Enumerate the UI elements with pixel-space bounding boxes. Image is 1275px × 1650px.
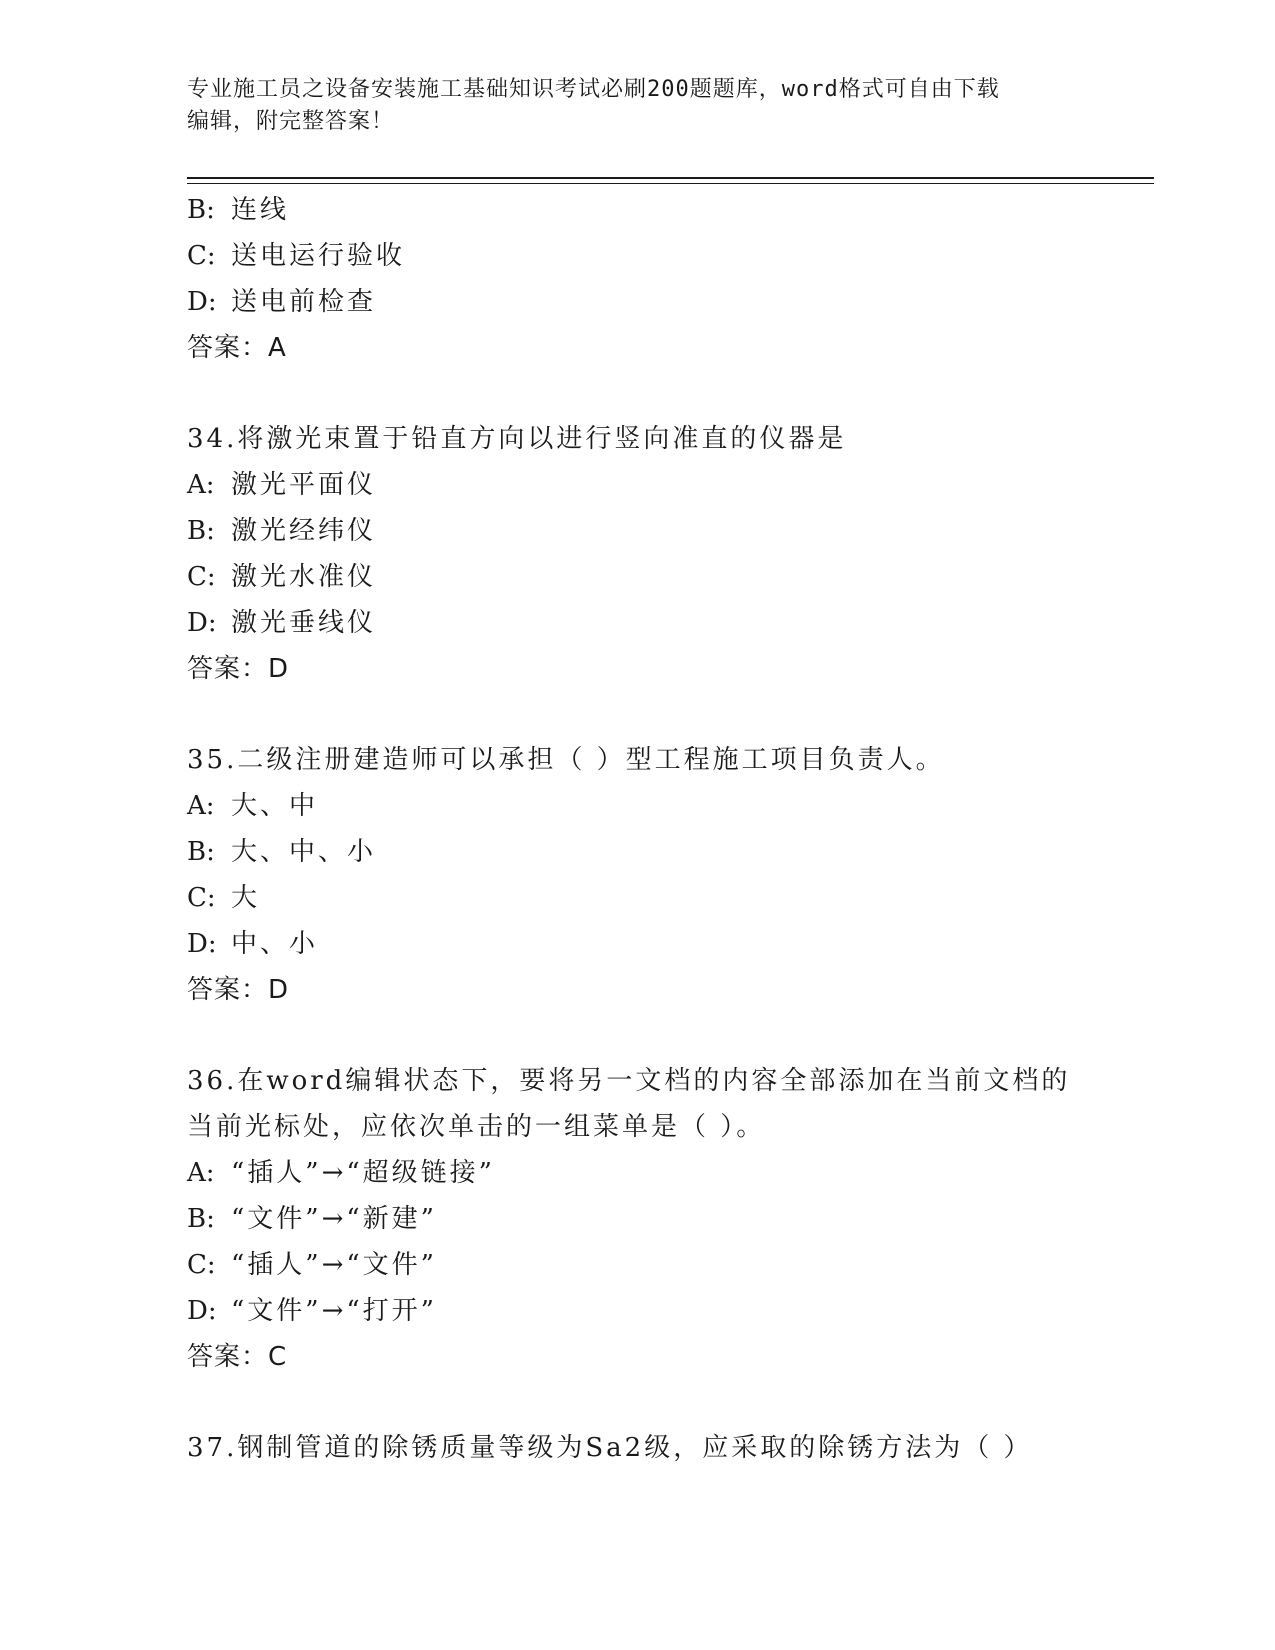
option-letter: C: — [187, 883, 216, 913]
option-text: 激光垂线仪 — [231, 608, 377, 638]
option-b — [187, 508, 1147, 554]
question-stem: 35.二级注册建造师可以承担（ ）型工程施工项目负责人。 — [187, 745, 945, 775]
option-a — [187, 783, 1147, 829]
option-b — [187, 829, 1147, 875]
option-d — [187, 600, 1147, 646]
option-text: 送电前检查 — [231, 287, 377, 317]
option-letter: D: — [187, 1296, 217, 1326]
option-letter: A: — [187, 791, 215, 821]
spacer — [187, 692, 1147, 737]
option-letter: D: — [187, 608, 217, 638]
option-text: 大、中、小 — [231, 837, 377, 867]
option-text: 中、小 — [231, 929, 319, 959]
option-b — [187, 1196, 1147, 1242]
question-36 — [187, 1058, 1147, 1380]
option-letter: B: — [187, 837, 215, 867]
option-text: 送电运行验收 — [231, 241, 406, 271]
option-letter: A: — [187, 470, 215, 500]
option-text: “插人”→“文件” — [231, 1250, 437, 1280]
answer-line: 答案：A — [187, 333, 287, 363]
option-c — [187, 233, 1147, 279]
question-stem: 34.将激光束置于铅直方向以进行竖向准直的仪器是 — [187, 424, 847, 454]
header-rule-thick — [187, 177, 1154, 179]
spacer — [187, 1380, 1147, 1425]
option-text: “插人”→“超级链接” — [231, 1158, 495, 1188]
option-letter: C: — [187, 1250, 216, 1280]
header-title-line-1: 专业施工员之设备安装施工基础知识考试必刷200题题库，word格式可自由下载 — [187, 77, 1000, 102]
option-d — [187, 279, 1147, 325]
option-text: “文件”→“新建” — [231, 1204, 437, 1234]
answer-line: 答案：C — [187, 1342, 288, 1372]
question-34 — [187, 416, 1147, 692]
option-a — [187, 462, 1147, 508]
question-33-continued — [187, 187, 1147, 371]
option-letter: B: — [187, 195, 215, 225]
spacer — [187, 371, 1147, 416]
option-text: 大、中 — [231, 791, 319, 821]
option-d — [187, 1288, 1147, 1334]
document-header — [187, 74, 1087, 138]
option-c — [187, 1242, 1147, 1288]
spacer — [187, 1013, 1147, 1058]
option-letter: C: — [187, 241, 216, 271]
question-stem: 37.钢制管道的除锈质量等级为Sa2级，应采取的除锈方法为（ ） — [187, 1433, 1033, 1463]
option-letter: A: — [187, 1158, 215, 1188]
answer-line: 答案：D — [187, 654, 290, 684]
option-text: 大 — [231, 883, 261, 913]
option-letter: D: — [187, 287, 217, 317]
answer-line: 答案：D — [187, 975, 290, 1005]
option-b — [187, 187, 1147, 233]
option-letter: C: — [187, 562, 216, 592]
option-letter: B: — [187, 516, 215, 546]
question-stem-line-2: 当前光标处，应依次单击的一组菜单是（ ）。 — [187, 1112, 766, 1142]
option-letter: B: — [187, 1204, 215, 1234]
option-letter: D: — [187, 929, 217, 959]
option-text: 激光经纬仪 — [231, 516, 377, 546]
option-d — [187, 921, 1147, 967]
header-rule-thin — [187, 183, 1154, 184]
option-c — [187, 554, 1147, 600]
option-c — [187, 875, 1147, 921]
option-a — [187, 1150, 1147, 1196]
question-35 — [187, 737, 1147, 1013]
option-text: 激光平面仪 — [231, 470, 377, 500]
option-text: 激光水准仪 — [231, 562, 377, 592]
question-37 — [187, 1425, 1147, 1471]
question-list — [187, 187, 1147, 1471]
header-title-line-2: 编辑，附完整答案！ — [187, 109, 395, 134]
option-text: “文件”→“打开” — [231, 1296, 437, 1326]
question-stem-line-1: 36.在word编辑状态下，要将另一文档的内容全部添加在当前文档的 — [187, 1066, 1071, 1096]
option-text: 连线 — [231, 195, 290, 225]
